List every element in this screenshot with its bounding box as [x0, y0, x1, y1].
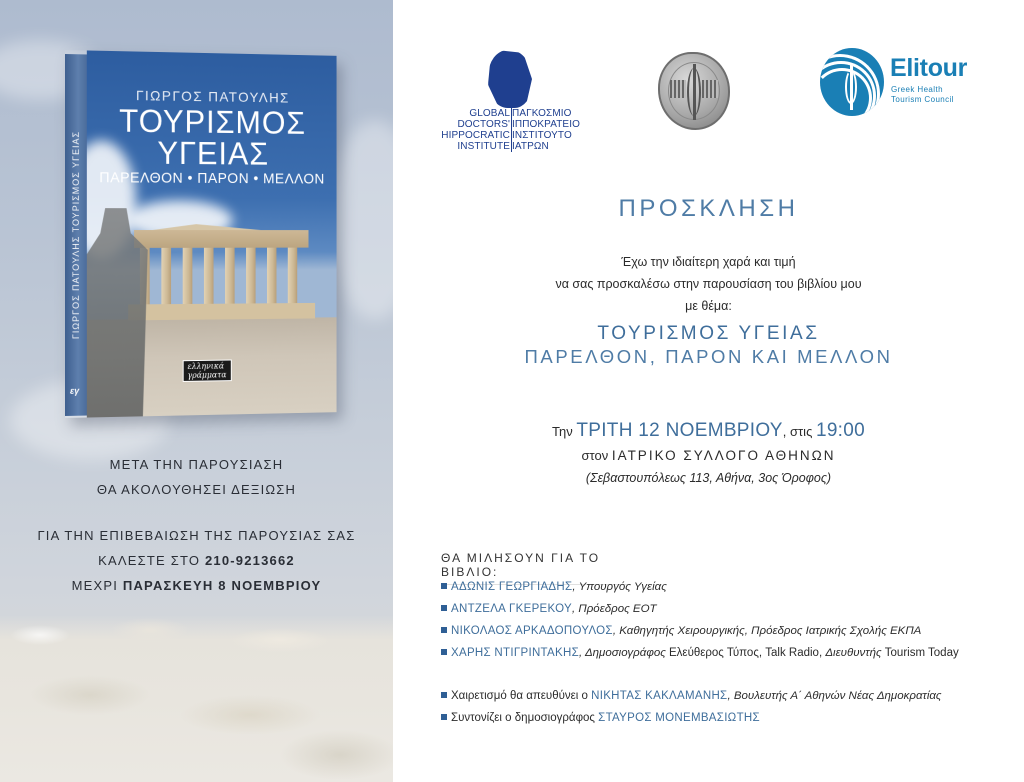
speaker-name: ΧΑΡΗΣ ΝΤΙΓΡΙΝΤΑΚΗΣ	[451, 647, 579, 659]
rsvp-phone[interactable]: 210-9213662	[204, 553, 295, 568]
speakers-heading: ΘΑ ΜΙΛΗΣΟΥΝ ΓΙΑ ΤΟ ΒΙΒΛΙΟ:	[441, 551, 631, 585]
parthenon-column	[183, 248, 193, 305]
speaker-outlet2: Tourism Today	[884, 647, 959, 659]
medical-association-seal-icon	[658, 52, 730, 130]
sky-cloud	[330, 120, 393, 320]
parthenon-column	[288, 248, 297, 305]
gdhi-en-line: DOCTORS'	[457, 119, 510, 130]
reception-line1: ΜΕΤΑ ΤΗΝ ΠΑΡΟΥΣΙΑΣΗ	[109, 457, 284, 472]
parthenon-column	[246, 248, 256, 305]
rsvp-deadline: ΠΑΡΑΣΚΕΥΗ 8 ΝΟΕΜΒΡΙΟΥ	[122, 578, 322, 593]
book-title: ΤΟΥΡΙΣΜΟΣ ΥΓΕΙΑΣ	[597, 323, 820, 344]
square-bullet-icon	[441, 649, 447, 655]
where-prefix: στον	[581, 448, 612, 463]
publisher-line1: ελληνικά	[187, 361, 224, 372]
book-title-line1: ΤΟΥΡΙΣΜΟΣ	[119, 102, 306, 141]
event-time: 19:00	[815, 420, 865, 441]
publisher-line2: γράμματα	[187, 370, 227, 380]
speaker-item	[441, 598, 959, 620]
greeting-name: ΝΙΚΗΤΑΣ ΚΑΚΛΑΜΑΝΗΣ	[591, 690, 728, 702]
ruins-ground-image	[0, 615, 393, 782]
speaker-item	[441, 576, 959, 598]
left-panel	[0, 0, 393, 782]
parthenon-entablature	[134, 230, 308, 248]
greeting-item	[441, 685, 942, 707]
elitour-tagline-line1: Greek Health	[891, 85, 943, 94]
moderator-prefix: Συντονίζει ο δημοσιογράφος	[451, 712, 599, 724]
elitour-name: Elitour	[890, 54, 968, 82]
book-author: ΓΙΩΡΓΟΣ ΠΑΤΟΥΛΗΣ	[135, 87, 290, 106]
speaker-name: ΑΔΩΝΙΣ ΓΕΩΡΓΙΑΔΗΣ	[451, 581, 573, 593]
gdhi-greek-name	[512, 108, 592, 152]
square-bullet-icon	[441, 692, 447, 698]
publisher-spine-logo: εγ	[69, 385, 80, 396]
spine-title: ΓΙΩΡΓΟΣ ΠΑΤΟΥΛΗΣ ΤΟΥΡΙΣΜΟΣ ΥΓΕΙΑΣ	[70, 130, 81, 340]
speaker-role2: Διευθυντής	[825, 647, 885, 659]
reception-note	[0, 452, 393, 502]
event-date: ΤΡΙΤΗ 12 ΝΟΕΜΒΡΙΟΥ	[576, 420, 783, 441]
logos-row	[440, 48, 1000, 158]
gdhi-en-line: INSTITUTE	[457, 141, 510, 152]
invitation-intro	[393, 251, 1024, 317]
gdhi-en-line: GLOBAL	[469, 108, 510, 119]
greeting-prefix: Χαιρετισμό θα απευθύνει ο	[451, 690, 592, 702]
speaker-name: ΝΙΚΟΛΑΟΣ ΑΡΚΑΔΟΠΟΥΛΟΣ	[451, 625, 613, 637]
venue-name: ΙΑΤΡΙΚΟ ΣΥΛΛΟΓΟ ΑΘΗΝΩΝ	[611, 448, 836, 463]
book-spine	[65, 54, 87, 416]
reception-line2: ΘΑ ΑΚΟΛΟΥΘΗΣΕΙ ΔΕΞΙΩΣΗ	[96, 482, 297, 497]
venue-address: (Σεβαστουπόλεως 113, Αθήνα, 3ος Όροφος)	[585, 471, 832, 485]
speakers-list	[441, 576, 959, 664]
rsvp-deadline-line	[0, 573, 393, 598]
gdhi-el-line: ΙΝΣΤΙΤΟΥΤΟ	[512, 130, 572, 141]
greeting-role: , Βουλευτής Α΄ Αθηνών Νέας Δημοκρατίας	[727, 690, 942, 702]
square-bullet-icon	[441, 605, 447, 611]
speaker-item	[441, 620, 959, 642]
seal-temple-right	[702, 80, 718, 98]
speaker-role: , Καθηγητής Χειρουργικής, Πρόεδρος Ιατρικής Σχολής ΕΚΠΑ	[612, 625, 922, 637]
intro-line3: με θέμα:	[685, 299, 732, 313]
gdhi-logo	[440, 48, 590, 152]
seal-snake	[687, 68, 701, 116]
extras-list	[441, 685, 942, 729]
rsvp-note	[0, 523, 393, 598]
event-venue	[393, 448, 1024, 463]
moderator-name: ΣΤΑΥΡΟΣ ΜΟΝΕΜΒΑΣΙΩΤΗΣ	[598, 712, 760, 724]
elitour-logo	[820, 48, 980, 128]
hippocrates-head-icon	[488, 50, 532, 108]
elitour-tagline-line2: Tourism Council	[891, 95, 954, 104]
parthenon-column	[267, 248, 276, 305]
square-bullet-icon	[441, 714, 447, 720]
invitation-heading: ΠΡΟΣΚΛΗΣΗ	[618, 195, 799, 222]
square-bullet-icon	[441, 627, 447, 633]
elitour-tagline	[891, 85, 954, 105]
event-date-time	[393, 420, 1024, 442]
rsvp-until-prefix: ΜΕΧΡΙ	[71, 578, 123, 593]
book-cover-title	[87, 104, 337, 170]
gdhi-el-line: ΙΑΤΡΩΝ	[512, 141, 549, 152]
book-title-line2: ΥΓΕΙΑΣ	[157, 135, 270, 172]
seal-temple-left	[670, 80, 686, 98]
parthenon-column	[225, 248, 235, 305]
publisher-logo	[183, 360, 232, 382]
gdhi-english-name	[440, 108, 510, 152]
rsvp-call-prefix: ΚΑΛΕΣΤΕ ΣΤΟ	[98, 553, 205, 568]
parthenon-column	[204, 248, 214, 305]
book-cover-subtitle: ΠΑΡΕΛΘΟΝ • ΠΑΡΟΝ • ΜΕΛΛΟΝ	[99, 170, 325, 188]
when-mid: , στις	[782, 424, 816, 439]
speaker-item	[441, 642, 959, 664]
speaker-outlet: Ελεύθερος Τύπος, Talk Radio,	[669, 647, 826, 659]
intro-line2: να σας προσκαλέσω στην παρουσίαση του βιβλίου μου	[555, 277, 862, 291]
speaker-name: ΑΝΤΖΕΛΑ ΓΚΕΡΕΚΟΥ	[451, 603, 572, 615]
book-front-cover	[87, 50, 337, 417]
moderator-item	[441, 707, 942, 729]
parthenon-base	[128, 303, 315, 320]
speaker-role: , Υπουργός Υγείας	[572, 581, 667, 593]
elitour-caduceus-icon	[820, 48, 884, 116]
when-prefix: Την	[552, 424, 577, 439]
speaker-role: , Δημοσιογράφος	[578, 647, 670, 659]
elitour-snake	[845, 70, 857, 104]
gdhi-el-line: ΠΑΓΚΟΣΜΙΟ	[512, 108, 572, 119]
rsvp-line1: ΓΙΑ ΤΗΝ ΕΠΙΒΕΒΑΙΩΣΗ ΤΗΣ ΠΑΡΟΥΣΙΑΣ ΣΑΣ	[37, 528, 356, 543]
parthenon-column	[161, 248, 171, 305]
rsvp-call-line	[0, 548, 393, 573]
intro-line1: Έχω την ιδιαίτερη χαρά και τιμή	[621, 255, 796, 269]
gdhi-el-line: ΙΠΠΟΚΡΑΤΕΙΟ	[512, 119, 580, 130]
speaker-role: , Πρόεδρος ΕΟΤ	[572, 603, 657, 615]
book-subtitle: ΠΑΡΕΛΘΟΝ, ΠΑΡΟΝ ΚΑΙ ΜΕΛΛΟΝ	[524, 346, 893, 367]
square-bullet-icon	[441, 583, 447, 589]
gdhi-en-line: HIPPOCRATIC	[441, 130, 510, 141]
book-cover-image	[65, 50, 337, 418]
